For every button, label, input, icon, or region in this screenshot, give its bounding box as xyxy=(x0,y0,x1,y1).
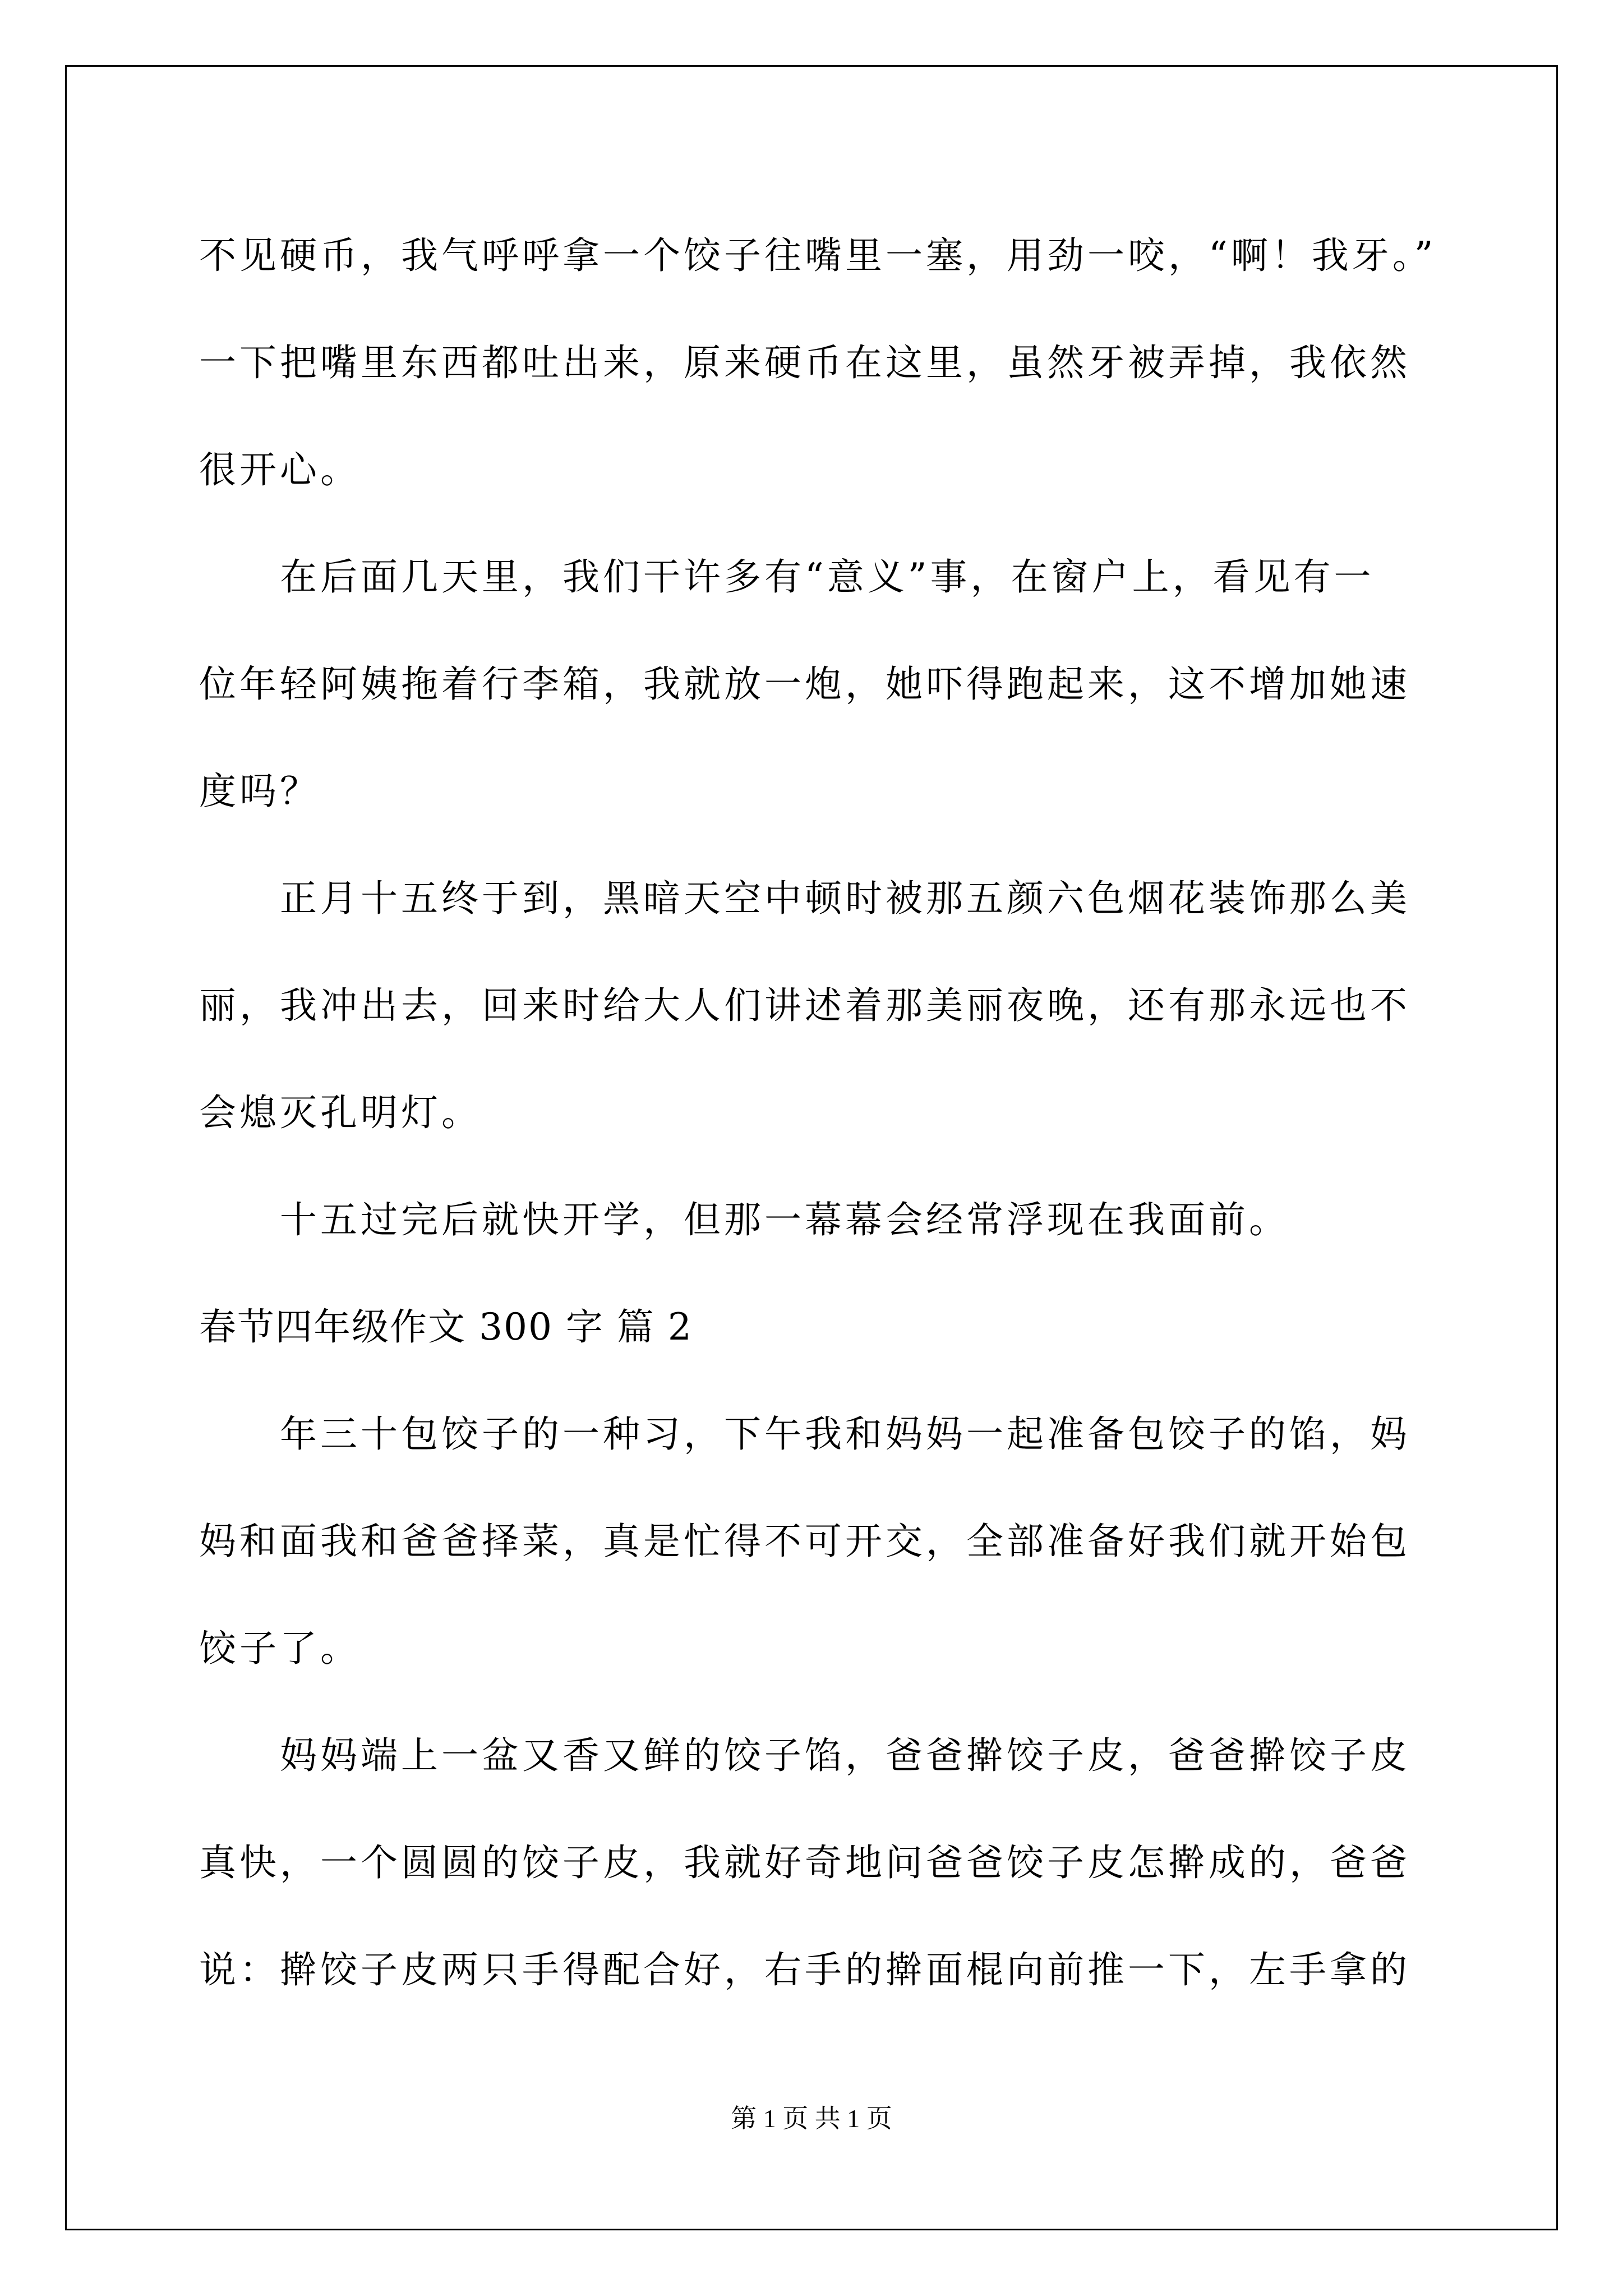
paragraph-start-line: 年三十包饺子的一种习，下午我和妈妈一起准备包饺子的馅，妈 xyxy=(280,1412,1410,1456)
text-line: 妈和面我和爸爸择菜，真是忙得不可开交，全部准备好我们就开始包 xyxy=(199,1520,1410,1563)
text-line: 真快，一个圆圆的饺子皮，我就好奇地问爸爸饺子皮怎擀成的，爸爸 xyxy=(199,1841,1410,1884)
paragraph-start-line: 妈妈端上一盆又香又鲜的饺子馅，爸爸擀饺子皮，爸爸擀饺子皮 xyxy=(280,1734,1410,1777)
text-line: 位年轻阿姨拖着行李箱，我就放一炮，她吓得跑起来，这不增加她速 xyxy=(199,662,1410,706)
text-line: 说：擀饺子皮两只手得配合好，右手的擀面棍向前推一下，左手拿的 xyxy=(199,1948,1410,1991)
paragraph-start-line: 十五过完后就快开学，但那一幕幕会经常浮现在我面前。 xyxy=(280,1198,1289,1241)
text-line: 不见硬币，我气呼呼拿一个饺子往嘴里一塞，用劲一咬，“啊！我牙。” xyxy=(199,234,1437,277)
text-line: 一下把嘴里东西都吐出来，原来硬币在这里，虽然牙被弄掉，我依然 xyxy=(199,341,1410,384)
text-line: 会熄灭孔明灯。 xyxy=(199,1091,482,1134)
section-heading: 春节四年级作文 300 字 篇 2 xyxy=(199,1305,693,1349)
paragraph-start-line: 在后面几天里，我们干许多有“意义”事，在窗户上，看见有一 xyxy=(280,555,1375,599)
text-line: 饺子了。 xyxy=(199,1627,361,1670)
paragraph-start-line: 正月十五终于到，黑暗天空中顿时被那五颜六色烟花装饰那么美 xyxy=(280,877,1410,920)
text-line: 丽，我冲出去，回来时给大人们讲述着那美丽夜晚，还有那永远也不 xyxy=(199,984,1410,1027)
text-line: 度吗？ xyxy=(199,770,320,813)
page-number-footer: 第 1 页 共 1 页 xyxy=(731,2104,892,2133)
text-line: 很开心。 xyxy=(199,448,361,491)
document-body xyxy=(199,202,1437,2023)
